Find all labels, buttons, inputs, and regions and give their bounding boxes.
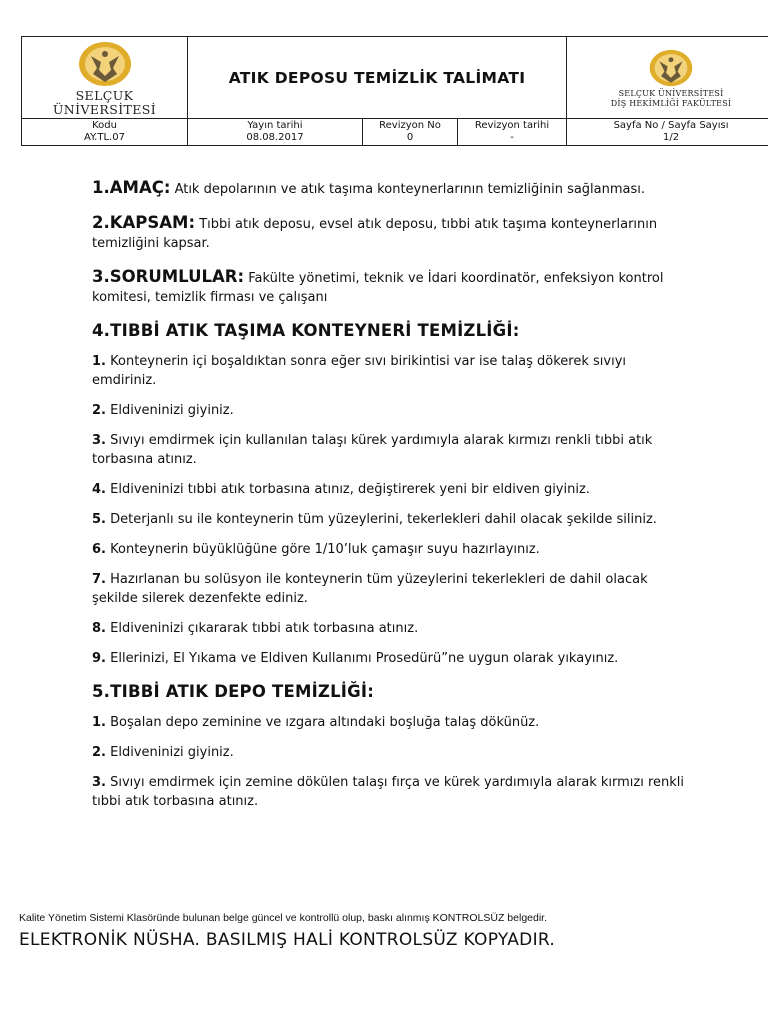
list-item: 3. Sıvıyı emdirmek için zemine dökülen talaşı fırça ve kürek yardımıyla alarak kırmızı renkli tıbbi atık torbasına atınız.: [92, 775, 685, 809]
section-amac: [92, 178, 692, 199]
logo-left-line2: ÜNİVERSİTESİ: [52, 101, 157, 117]
list-item: 6. Konteynerin büyüklüğüne göre 1/10’luk çamaşır suyu hazırlayınız.: [92, 542, 540, 557]
meta-cell-publish-date: Yayın tarihi 08.08.2017: [188, 119, 363, 146]
list-item: 1. Konteynerin içi boşaldıktan sonra eğer sıvı birikintisi var ise talaş dökerek sıvıyı emdiriniz.: [92, 354, 626, 388]
list-item: 9. Ellerinizi, El Yıkama ve Eldiven Kullanımı Prosedürü”ne uygun olarak yıkayınız.: [92, 651, 619, 666]
section-amac-heading: 1.AMAÇ:: [92, 178, 171, 197]
list-item: 2. Eldiveninizi giyiniz.: [92, 403, 234, 418]
section-konteyner-heading: 4.TIBBİ ATIK TAŞIMA KONTEYNERİ TEMİZLİĞİ:: [92, 321, 520, 340]
logo-right-line1: SELÇUK ÜNİVERSİTESİ: [618, 88, 724, 98]
section-kapsam-text: Tıbbi atık deposu, evsel atık deposu, tıbbi atık taşıma konteynerlarının temizliğini kapsar.: [92, 217, 658, 251]
section-amac-text: Atık depolarının ve atık taşıma konteynerlarının temizliğinin sağlanması.: [174, 182, 646, 197]
document-body: [92, 178, 692, 822]
meta-cell-revision-no: Revizyon No 0: [363, 119, 458, 146]
list-item: 7. Hazırlanan bu solüsyon ile konteynerin tüm yüzeylerini tekerlekleri de dahil olacak şekilde silerek dezenfekte ediniz.: [92, 572, 648, 606]
section-sorumlular-text: Fakülte yönetimi, teknik ve İdari koordinatör, enfeksiyon kontrol komitesi, temizlik firması ve çalışanı: [92, 271, 664, 305]
list-item: 4. Eldiveninizi tıbbi atık torbasına atınız, değiştirerek yeni bir eldiven giyiniz.: [92, 482, 590, 497]
logo-right-cell: [567, 37, 768, 119]
list-item: 1. Boşalan depo zeminine ve ızgara altındaki boşluğa talaş dökünüz.: [92, 715, 540, 730]
faculty-seal-icon: [648, 48, 694, 88]
list-item: 5. Deterjanlı su ile konteynerin tüm yüzeylerini, tekerlekleri dahil olacak şekilde siliniz.: [92, 512, 657, 527]
logo-left-line1: SELÇUK: [75, 87, 134, 103]
section-sorumlular: [92, 267, 692, 307]
footer-stamp: ELEKTRONİK NÜSHA. BASILMIŞ HALİ KONTROLSÜZ KOPYADIR.: [19, 930, 556, 950]
list-item: 2. Eldiveninizi giyiniz.: [92, 745, 234, 760]
list-item: 8. Eldiveninizi çıkararak tıbbi atık torbasına atınız.: [92, 621, 419, 636]
document-header: [21, 36, 768, 146]
section-kapsam: [92, 213, 692, 253]
footer-note: Kalite Yönetim Sistemi Klasöründe bulunan belge güncel ve kontrollü olup, baskı alınmış KONTROLSÜZ belgedir.: [19, 912, 548, 924]
section-kapsam-heading: 2.KAPSAM:: [92, 213, 196, 232]
section-sorumlular-heading: 3.SORUMLULAR:: [92, 267, 245, 286]
meta-cell-revision-date: Revizyon tarihi -: [458, 119, 567, 146]
logo-right-line2: DİŞ HEKİMLİĞİ FAKÜLTESİ: [610, 98, 732, 108]
meta-cell-page: Sayfa No / Sayfa Sayısı 1/2: [567, 119, 768, 146]
university-seal-icon: [77, 40, 133, 88]
document-title: ATIK DEPOSU TEMİZLİK TALİMATI: [188, 37, 567, 119]
section-depo-heading: 5.TIBBİ ATIK DEPO TEMİZLİĞİ:: [92, 682, 375, 701]
list-item: 3. Sıvıyı emdirmek için kullanılan talaşı kürek yardımıyla alarak kırmızı renkli tıbbi atık torbasına atınız.: [92, 433, 653, 467]
logo-left-cell: [22, 37, 188, 119]
meta-cell-code: Kodu AY.TL.07: [22, 119, 188, 146]
meta-row: [22, 119, 768, 146]
